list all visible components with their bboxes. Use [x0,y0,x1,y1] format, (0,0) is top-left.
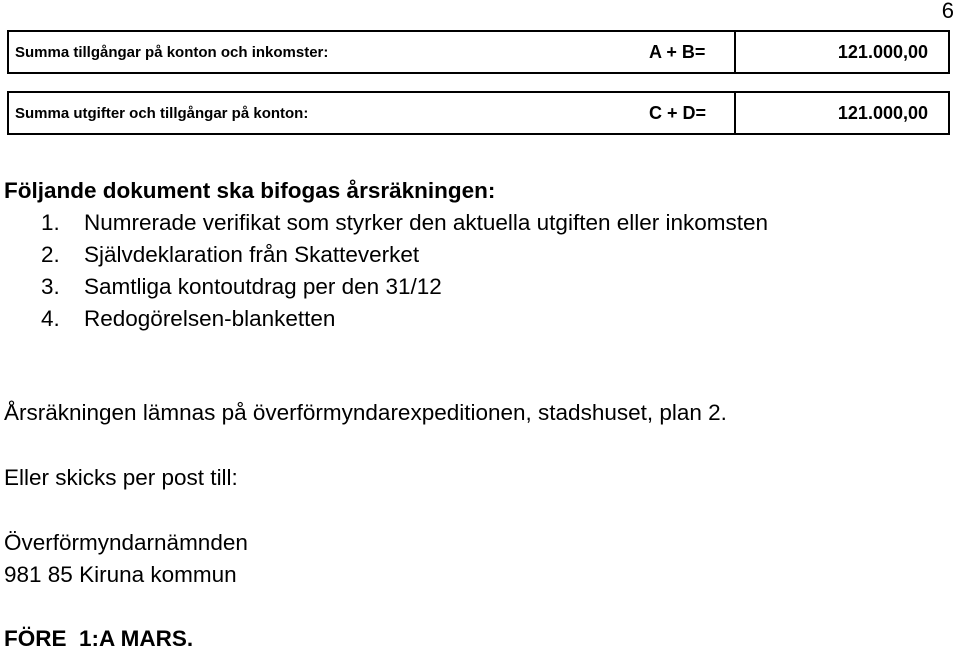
list-item-text: Samtliga kontoutdrag per den 31/12 [84,274,442,299]
list-item-text: Numrerade verifikat som styrker den aktuella utgiften eller inkomsten [84,210,769,235]
summary-expenses-assets-value: 121.000,00 [734,93,948,133]
summary-expenses-assets-row [7,91,950,135]
list-item-text: Redogörelsen-blanketten [84,306,336,331]
address-postal: 981 85 Kiruna kommun [4,562,237,587]
list-item-text: Självdeklaration från Skatteverket [84,242,420,267]
list-item-number: 1. [41,210,60,235]
summary-expenses-assets-label: Summa utgifter och tillgångar på konton: [15,104,309,122]
attachments-heading: Följande dokument ska bifogas årsräkningen: [4,178,496,203]
list-item [41,239,768,271]
page-number: 6 [941,0,954,23]
list-item [41,303,768,335]
summary-assets-income-formula: A + B= [649,41,706,62]
summary-assets-income-value: 121.000,00 [734,32,948,72]
list-item-number: 4. [41,306,60,331]
summary-expenses-assets-formula: C + D= [649,102,707,123]
mail-instructions: Eller skicks per post till: [4,465,238,490]
list-item [41,207,768,239]
list-item-number: 3. [41,274,60,299]
address-recipient: Överförmyndarnämnden [4,530,248,555]
deadline: FÖRE 1:A MARS. [4,626,194,651]
summary-assets-income-row [7,30,950,74]
attachments-list [41,207,768,335]
submission-instructions: Årsräkningen lämnas på överförmyndarexpeditionen, stadshuset, plan 2. [4,400,727,425]
list-item-number: 2. [41,242,60,267]
summary-assets-income-label: Summa tillgångar på konton och inkomster: [15,43,329,61]
list-item [41,271,768,303]
